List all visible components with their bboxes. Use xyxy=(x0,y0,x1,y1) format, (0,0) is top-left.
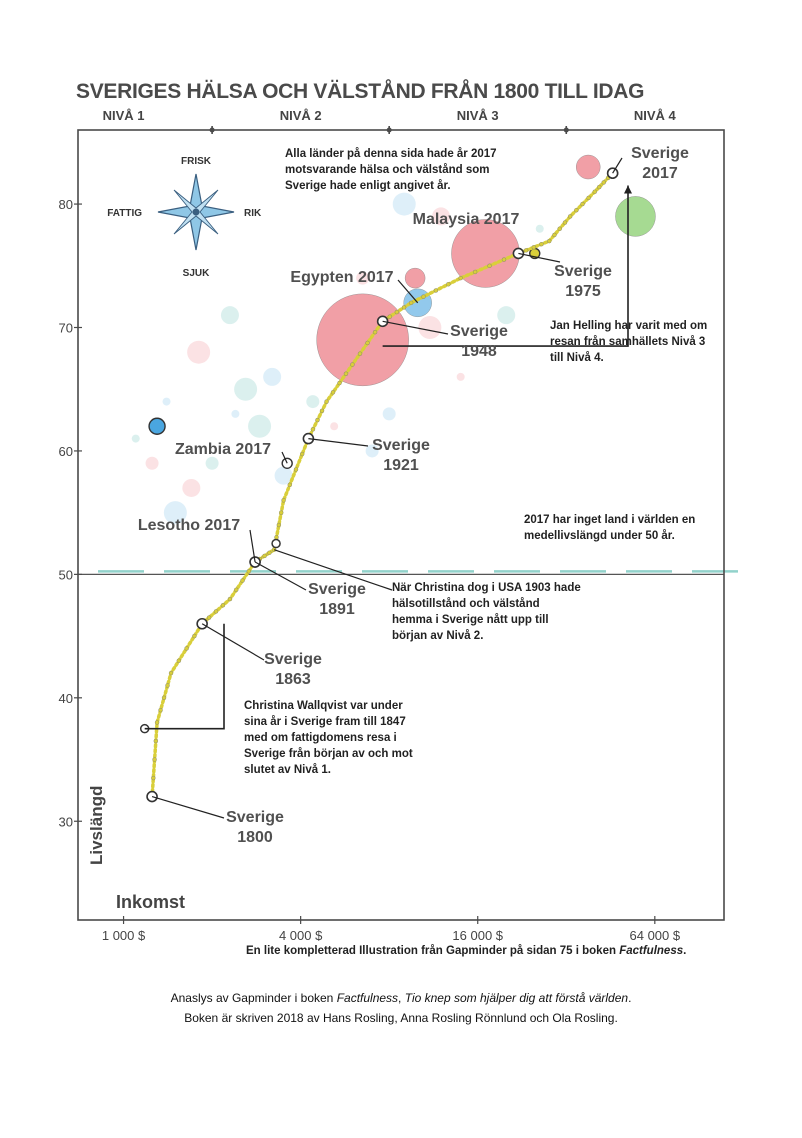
bubble-country-6 xyxy=(317,294,409,386)
trail-dot xyxy=(154,739,158,743)
trail-dot xyxy=(277,523,281,527)
source-book: Factfulness xyxy=(619,945,684,957)
trail-dot xyxy=(459,276,463,280)
label-sverige-1921: Sverige 1921 xyxy=(372,437,430,474)
trail-dot xyxy=(488,264,492,268)
trail-dot xyxy=(373,330,377,334)
x-tick-label: 1 000 $ xyxy=(101,928,146,943)
compass-rose xyxy=(107,156,262,279)
bubble-country-7 xyxy=(615,196,655,236)
compass-center xyxy=(193,209,200,216)
trail-dot xyxy=(241,579,245,583)
label-egypten-2017: Egypten 2017 xyxy=(290,269,394,286)
label-sverige-1891: Sverige 1891 xyxy=(308,581,366,618)
bubble-country-8 xyxy=(576,155,600,179)
trail-dot xyxy=(207,616,211,620)
background-bubble xyxy=(187,341,210,364)
trail-dot xyxy=(155,721,159,725)
y-tick-label: 70 xyxy=(58,320,73,336)
trail-dot xyxy=(267,551,271,555)
bubble-country-10 xyxy=(149,418,165,434)
trail-dot xyxy=(502,258,506,262)
trail-dot xyxy=(177,659,181,663)
trail-dot xyxy=(422,295,426,299)
trail-dot xyxy=(338,381,342,385)
trail-dot xyxy=(221,603,225,607)
trail-dot xyxy=(540,242,544,246)
trail-dot xyxy=(568,214,572,218)
trail-dot xyxy=(402,305,406,309)
level-label: NIVÅ 4 xyxy=(633,108,676,123)
label-sverige-1800: Sverige 1800 xyxy=(226,809,284,846)
trail-dot xyxy=(192,634,196,638)
source-suffix: . xyxy=(683,945,687,957)
label-lesotho-2017: Lesotho 2017 xyxy=(137,517,241,534)
trail-dot xyxy=(331,390,335,394)
background-bubble xyxy=(132,435,140,443)
x-tick-label: 16 000 $ xyxy=(452,928,504,943)
trail-dot xyxy=(563,221,567,225)
note-jan-helling: Jan Helling har varit med om resan från samhällets Nivå 3 till Nivå 4. xyxy=(550,320,708,364)
source-prefix: En lite kompletterad Illustration från Gapminder på sidan 75 i boken xyxy=(246,945,620,957)
trail-dot xyxy=(315,418,319,422)
trail-dot xyxy=(282,498,286,502)
label-sverige-1863: Sverige 1863 xyxy=(264,651,322,688)
trail-dot xyxy=(446,282,450,286)
connector-line xyxy=(152,797,224,818)
trail-dot xyxy=(602,180,606,184)
y-tick-label: 60 xyxy=(58,443,73,459)
source-line xyxy=(246,945,686,957)
wallqvist-span xyxy=(145,624,224,729)
trail-dot xyxy=(166,683,170,687)
caption-sep: , xyxy=(398,991,405,1005)
y-tick-label: 40 xyxy=(58,690,73,706)
background-bubble xyxy=(330,422,338,430)
trail-dot xyxy=(344,372,348,376)
trail-dot xyxy=(320,409,324,413)
trail-dot xyxy=(350,363,354,367)
caption-subtitle: Tio knep som hjälper dig att förstå världen xyxy=(404,991,629,1005)
x-tick-label: 64 000 $ xyxy=(629,928,681,943)
caption-suffix: . xyxy=(628,991,632,1005)
trail-dot xyxy=(552,233,556,237)
background-bubble xyxy=(221,306,239,324)
background-bubble xyxy=(163,398,171,406)
trail-dot xyxy=(263,554,267,558)
label-malaysia-2017: Malaysia 2017 xyxy=(412,211,520,228)
caption-line-1 xyxy=(0,988,802,1008)
background-bubble xyxy=(536,225,544,233)
connector-line xyxy=(308,439,368,446)
compass-north: FRISK xyxy=(181,156,211,167)
compass-east: RIK xyxy=(244,208,262,219)
trail-dot xyxy=(228,597,232,601)
caption-line-2: Boken är skriven 2018 av Hans Rosling, Anna Rosling Rönnlund och Ola Rosling. xyxy=(184,1011,618,1025)
trail-dot xyxy=(294,467,298,471)
grid-layer xyxy=(78,571,738,574)
point-christina-1903 xyxy=(272,540,280,548)
y-axis-title: Livslängd xyxy=(87,785,106,865)
y-tick-label: 50 xyxy=(58,567,73,583)
trail-dot xyxy=(288,483,292,487)
label-zambia-2017: Zambia 2017 xyxy=(174,441,272,458)
trail-dot xyxy=(185,646,189,650)
trail-dot xyxy=(151,776,155,780)
trail-dot xyxy=(434,288,438,292)
trail-dot xyxy=(524,248,528,252)
trail-dot xyxy=(234,588,238,592)
trail-dot xyxy=(358,352,362,356)
background-bubble xyxy=(263,368,281,386)
background-bubble xyxy=(383,407,396,420)
label-sverige-1948: Sverige 1948 xyxy=(450,323,508,360)
compass-south: SJUK xyxy=(182,268,210,279)
background-bubble xyxy=(146,457,159,470)
note-no-country-below-50: 2017 har inget land i världen en medellivslängd under 50 år. xyxy=(524,514,696,542)
background-bubble xyxy=(306,395,319,408)
background-bubble xyxy=(234,378,257,401)
trail-dot xyxy=(325,400,329,404)
level-border-dot xyxy=(564,128,569,133)
note-christina-wallqvist: Christina Wallqvist var under sina år i Sverige fram till 1847 med om fattigdomens resa i Sverige från början av och mot slutet av Nivå 1. xyxy=(244,700,413,776)
x-tick-label: 4 000 $ xyxy=(278,928,323,943)
background-bubble xyxy=(248,415,271,438)
level-label: NIVÅ 1 xyxy=(102,108,145,123)
level-label: NIVÅ 3 xyxy=(456,108,499,123)
trail-dot xyxy=(169,671,173,675)
trail-dot xyxy=(593,190,597,194)
caption-prefix: Anaslys av Gapminder i boken xyxy=(170,991,337,1005)
trail-dot xyxy=(366,341,370,345)
trail-dot xyxy=(162,696,166,700)
bubble-country-9 xyxy=(405,268,425,288)
trail-dot xyxy=(311,427,315,431)
x-axis-title: Inkomst xyxy=(116,892,186,912)
trail-dot xyxy=(597,185,601,189)
label-sverige-1975: Sverige 1975 xyxy=(554,263,612,300)
helling-arrowhead xyxy=(624,186,632,194)
trail-dot xyxy=(388,315,392,319)
level-border-dot xyxy=(387,128,392,133)
background-bubble xyxy=(231,410,239,418)
y-tick-label: 30 xyxy=(58,814,73,830)
trail-dot xyxy=(279,511,283,515)
note-all-countries: Alla länder på denna sida hade år 2017 motsvarande hälsa och välstånd som Sverige hade enligt angivet år. xyxy=(285,148,497,192)
caption xyxy=(0,988,802,1028)
chart-title: SVERIGES HÄLSA OCH VÄLSTÅND FRÅN 1800 TILL IDAG xyxy=(76,80,645,103)
trail-dot xyxy=(214,609,218,613)
trail-dot xyxy=(395,310,399,314)
connector-line xyxy=(255,562,306,590)
trail-dot xyxy=(532,245,536,249)
connector-line xyxy=(202,624,264,660)
trail-dot xyxy=(153,758,157,762)
trail-dot xyxy=(547,239,551,243)
trail-dot xyxy=(274,535,278,539)
level-border-dot xyxy=(210,128,215,133)
trail-dot xyxy=(159,708,163,712)
note-christina-1903: När Christina dog i USA 1903 hade hälsotillstånd och välstånd hemma i Sverige nått upp till början av Nivå 2. xyxy=(392,582,581,642)
y-tick-label: 80 xyxy=(58,197,73,213)
trail-dot xyxy=(409,301,413,305)
level-label: NIVÅ 2 xyxy=(279,108,322,123)
label-sverige-2017: Sverige 2017 xyxy=(631,145,689,182)
background-bubble xyxy=(182,479,200,497)
trail-dot xyxy=(473,270,477,274)
compass-west: FATTIG xyxy=(107,208,142,219)
background-bubble xyxy=(418,316,441,339)
trail-dot xyxy=(558,227,562,231)
trail-dot xyxy=(580,202,584,206)
caption-book: Factfulness xyxy=(336,991,399,1005)
background-bubble xyxy=(457,373,465,381)
trail-dot xyxy=(574,208,578,212)
trail-dot xyxy=(587,196,591,200)
trail-dot xyxy=(300,452,304,456)
trail-dot xyxy=(247,569,251,573)
